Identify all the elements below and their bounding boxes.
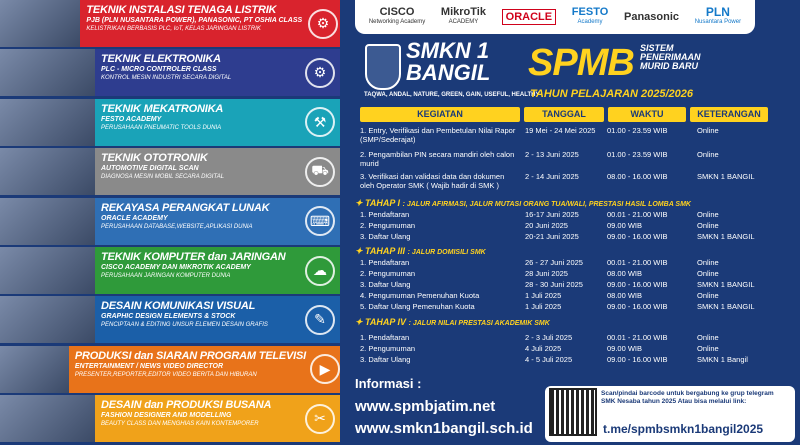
program-partner: GRAPHIC DESIGN ELEMENTS & STOCK: [101, 313, 236, 321]
cell-keterangan: Online: [697, 210, 719, 219]
cell-waktu: 08.00 WIB: [607, 291, 643, 300]
cell-keterangan: Online: [697, 126, 719, 135]
cell-tanggal: 26 - 27 Juni 2025: [525, 258, 583, 267]
cell-tanggal: 2 - 3 Juli 2025: [525, 333, 573, 342]
cell-keterangan: Online: [697, 291, 719, 300]
program-partner: FASHION DESIGNER AND MODELLING: [101, 412, 232, 420]
tahap-heading: [355, 198, 691, 209]
col-kegiatan: KEGIATAN: [360, 107, 520, 122]
program-desc: PRESENTER,REPORTER,EDITOR VIDEO BERITA DAN HIBURAN: [74, 371, 257, 378]
program-photo: [0, 247, 95, 294]
car-icon: ⛟: [305, 157, 335, 187]
cell-waktu: 09.00 WIB: [607, 221, 643, 230]
sewing-machine-icon: ✂: [305, 404, 335, 434]
qr-code-icon[interactable]: [551, 390, 595, 434]
program-2: [0, 49, 340, 96]
telegram-link[interactable]: t.me/spmbsmkn1bangil2025: [603, 422, 764, 436]
cell-tanggal: 20 Juni 2025: [525, 221, 568, 230]
program-photo: [0, 395, 95, 442]
tahap-title-text: TAHAP III: [365, 246, 406, 256]
partner-logos: [355, 0, 755, 34]
robot-arm-icon: ⚒: [305, 107, 335, 137]
cell-kegiatan: 2. Pengumuman: [360, 344, 416, 353]
cell-kegiatan: 1. Pendaftaran: [360, 333, 410, 342]
festo-logo: FESTO Academy: [571, 6, 609, 25]
program-desc: BEAUTY CLASS DAN MENGHIAS KAIN KONTEMPORER: [101, 421, 259, 428]
program-partner: ENTERTAINMENT / NEWS VIDEO DIRECTOR: [74, 362, 224, 370]
cell-keterangan: Online: [697, 258, 719, 267]
website-link-spmbjatim[interactable]: www.spmbjatim.net: [355, 398, 496, 415]
cell-keterangan: Online: [697, 269, 719, 278]
code-icon: ⌨: [305, 206, 335, 236]
program-title: DESAIN KOMUNIKASI VISUAL: [101, 300, 256, 313]
cell-kegiatan: 1. Pendaftaran: [360, 210, 410, 219]
cell-kegiatan: 5. Daftar Ulang Pemenuhan Kuota: [360, 302, 475, 311]
cell-waktu: 08.00 WIB: [607, 269, 643, 278]
program-title: REKAYASA PERANGKAT LUNAK: [101, 201, 270, 214]
program-desc: PERUSAHAAN JARINGAN KOMPUTER DUNIA: [101, 273, 231, 279]
program-5: [0, 198, 340, 245]
cell-waktu: 09.00 - 16.00 WIB: [607, 302, 668, 311]
program-photo: [0, 198, 95, 245]
program-partner: FESTO ACADEMY: [101, 115, 162, 123]
cell-waktu: 08.00 - 16.00 WIB: [607, 172, 668, 181]
program-8: [0, 346, 340, 393]
cell-kegiatan: 3. Verifikasi dan validasi data dan dokumen oleh Operator SMK ( Wajib hadir di SMK ): [360, 172, 505, 190]
program-photo: [0, 148, 95, 195]
school-motto: TAQWA, ANDAL, NATURE, GREEN, GAIN, USEFUL, HEALTHY: [364, 92, 540, 98]
cell-waktu: 00.01 - 21.00 WIB: [607, 210, 668, 219]
cell-kegiatan: 2. Pengambilan PIN secara mandiri oleh calon murid: [360, 150, 515, 168]
tahap-title: ✦: [355, 246, 366, 256]
program-title: DESAIN dan PRODUKSI BUSANA: [101, 399, 272, 412]
pln-logo: PLN Nusantara Power: [694, 5, 742, 25]
program-photo: [0, 296, 95, 343]
school-badge-icon: [365, 44, 401, 90]
program-photo: [0, 49, 95, 96]
cell-waktu: 09.00 - 16.00 WIB: [607, 280, 668, 289]
cell-tanggal: 2 - 13 Juni 2025: [525, 150, 579, 159]
program-title: TEKNIK INSTALASI TENAGA LISTRIK: [86, 4, 277, 16]
col-tanggal: TANGGAL: [524, 107, 604, 122]
cell-kegiatan: 3. Daftar Ulang: [360, 232, 411, 241]
cell-tanggal: 28 - 30 Juni 2025: [525, 280, 583, 289]
program-photo: [0, 0, 80, 47]
program-6: [0, 247, 340, 294]
program-desc: PERUSAHAAN PNEUMATIC TOOLS DUNIA: [101, 124, 222, 131]
cell-kegiatan: 2. Pengumuman: [360, 269, 416, 278]
cell-tanggal: 20-21 Juni 2025: [525, 232, 579, 241]
program-9: [0, 395, 340, 442]
info-label: Informasi :: [355, 376, 422, 391]
cloud-icon: ☁: [305, 256, 335, 286]
cell-tanggal: 4 Juli 2025: [525, 344, 562, 353]
cell-kegiatan: 3. Daftar Ulang: [360, 355, 411, 364]
cell-kegiatan: 1. Entry, Verifikasi dan Pembetulan Nilai Rapor (SMP/Sederajat): [360, 126, 516, 144]
cell-kegiatan: 1. Pendaftaran: [360, 258, 410, 267]
cell-waktu: 00.01 - 21.00 WIB: [607, 258, 668, 267]
video-camera-icon: ▶: [310, 354, 340, 384]
school-name: SMKN 1 BANGIL: [406, 38, 491, 85]
oracle-logo: ORACLE: [502, 9, 556, 25]
cell-keterangan: Online: [697, 221, 719, 230]
tahap-title-text: TAHAP I: [365, 198, 401, 208]
telegram-box: [545, 386, 795, 442]
spmb-subtitle: SISTEM PENERIMAAN MURID BARU: [640, 43, 701, 71]
cell-waktu: 09.00 - 16.00 WIB: [607, 355, 668, 364]
cell-tanggal: 4 - 5 Juli 2025: [525, 355, 573, 364]
cell-keterangan: SMKN 1 BANGIL: [697, 280, 755, 289]
cell-keterangan: SMKN 1 Bangil: [697, 355, 748, 364]
cell-keterangan: Online: [697, 333, 719, 342]
program-partner: PLC - MICRO CONTROLER CLASS: [101, 66, 217, 74]
telegram-text: Scan/pindai barcode untuk bergabung ke grup telegram SMK Nesaba tahun 2025 Atau bisa melalui link:: [601, 390, 774, 405]
col-keterangan: KETERANGAN: [690, 107, 768, 122]
website-link-school[interactable]: www.smkn1bangil.sch.id: [355, 420, 533, 437]
spmb-title: SPMB: [528, 42, 634, 84]
program-partner: AUTOMOTIVE DIGITAL SCAN: [101, 165, 199, 173]
cell-tanggal: 28 Juni 2025: [525, 269, 568, 278]
cell-keterangan: Online: [697, 150, 719, 159]
program-partner: ORACLE ACADEMY: [101, 214, 168, 222]
program-7: [0, 296, 340, 343]
cell-tanggal: 16-17 Juni 2025: [525, 210, 579, 219]
program-desc: DIAGNOSA MESIN MOBIL SECARA DIGITAL: [101, 174, 225, 181]
cell-waktu: 00.01 - 21.00 WIB: [607, 333, 668, 342]
cell-tanggal: 1 Juli 2025: [525, 291, 562, 300]
program-list: [0, 0, 340, 445]
gear-icon: ⚙: [308, 9, 338, 39]
tahap-heading: [355, 317, 550, 328]
cell-kegiatan: 2. Pengumuman: [360, 221, 416, 230]
tahap-title: ✦: [355, 198, 366, 208]
program-title: TEKNIK KOMPUTER dan JARINGAN: [101, 251, 286, 263]
circuit-gear-icon: ⚙: [305, 58, 335, 88]
cell-waktu: 01.00 - 23.59 WIB: [607, 126, 668, 135]
pen-tablet-icon: ✎: [305, 305, 335, 335]
program-desc: KONTROL MESIN INDUSTRI SECARA DIGITAL: [101, 75, 232, 82]
program-title: PRODUKSI dan SIARAN PROGRAM TELEVISI: [74, 349, 306, 362]
program-1: [0, 0, 340, 47]
cell-tanggal: 2 - 14 Juni 2025: [525, 172, 579, 181]
col-waktu: WAKTU: [608, 107, 686, 122]
cell-kegiatan: 3. Daftar Ulang: [360, 280, 411, 289]
tahap-desc: : JALUR AFIRMASI, JALUR MUTASI ORANG TUA/WALI, PRESTASI HASIL LOMBA SMK: [402, 201, 691, 208]
cisco-logo: CISCO Networking Academy: [368, 6, 426, 25]
program-title: TEKNIK OTOTRONIK: [101, 152, 208, 165]
tahap-heading: [355, 246, 486, 257]
cell-waktu: 09.00 WIB: [607, 344, 643, 353]
tahap-title-text: TAHAP IV: [365, 317, 407, 327]
cell-keterangan: Online: [697, 344, 719, 353]
program-photo: [0, 346, 69, 393]
tahap-desc: : JALUR NILAI PRESTASI AKADEMIK SMK: [408, 320, 550, 327]
tahap-desc: : JALUR DOMISILI SMK: [407, 249, 486, 256]
program-4: [0, 148, 340, 195]
program-desc: KELISTRIKAN BERBASIS PLC, IoT, KELAS JARINGAN LISTRIK: [86, 26, 261, 32]
program-3: [0, 99, 340, 146]
program-partner: CISCO ACADEMY DAN MIKROTIK ACADEMY: [101, 264, 251, 271]
cell-kegiatan: 4. Pengumuman Pemenuhan Kuota: [360, 291, 480, 300]
program-partner: PJB (PLN NUSANTARA POWER), PANASONIC, PT OSHIA CLASS: [86, 17, 303, 24]
cell-keterangan: SMKN 1 BANGIL: [697, 232, 755, 241]
mikrotik-logo: MikroTik ACADEMY: [440, 6, 486, 25]
panasonic-logo: Panasonic: [623, 11, 680, 23]
cell-keterangan: SMKN 1 BANGIL: [697, 172, 755, 181]
cell-tanggal: 19 Mei - 24 Mei 2025: [525, 126, 596, 135]
program-desc: PENCIPTAAN & EDITING UNSUR ELEMEN DESAIN GRAFIS: [101, 322, 268, 329]
program-title: TEKNIK MEKATRONIKA: [101, 102, 224, 115]
cell-keterangan: SMKN 1 BANGIL: [697, 302, 755, 311]
program-photo: [0, 99, 95, 146]
program-title: TEKNIK ELEKTRONIKA: [101, 53, 221, 66]
tahap-title: ✦: [355, 317, 366, 327]
cell-tanggal: 1 Juli 2025: [525, 302, 562, 311]
cell-waktu: 01.00 - 23.59 WIB: [607, 150, 668, 159]
program-desc: PERUSAHAAN DATABASE,WEBSITE,APLIKASI DUNIA: [101, 223, 253, 230]
academic-year: TAHUN PELAJARAN 2025/2026: [530, 88, 694, 100]
cell-waktu: 09.00 - 16.00 WIB: [607, 232, 668, 241]
